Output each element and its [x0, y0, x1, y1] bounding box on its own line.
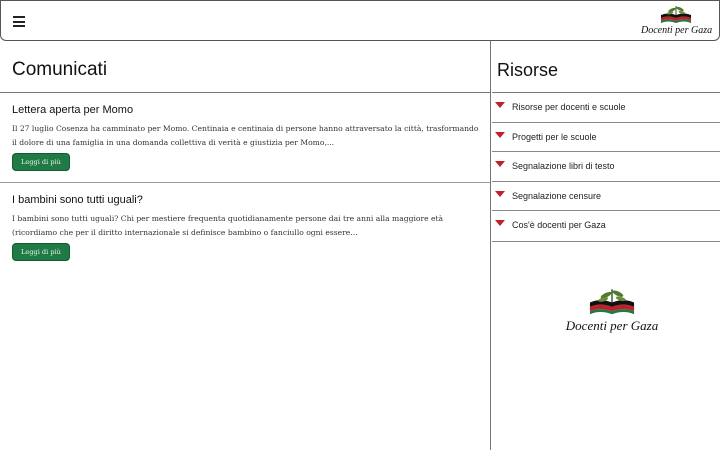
sidebar-item-label: Cos'è docenti per Gaza [512, 220, 606, 230]
post-item [0, 183, 490, 273]
caret-down-icon [495, 220, 505, 226]
resources-list [492, 93, 720, 242]
read-more-button[interactable]: Leggi di più [12, 243, 70, 261]
post-title[interactable]: Lettera aperta per Momo [12, 104, 134, 116]
caret-down-icon [495, 161, 505, 167]
site-logo[interactable] [641, 4, 711, 40]
caret-down-icon [495, 132, 505, 138]
page-title: Comunicati [0, 41, 490, 93]
sidebar-title: Risorse [492, 41, 720, 93]
logo-text: Docenti per Gaza [565, 318, 659, 333]
sidebar-item-label: Risorse per docenti e scuole [512, 102, 626, 112]
post-excerpt: Il 27 luglio Cosenza ha camminato per Momo. Centinaia e centinaia di persone hanno attraversato la città, trasformando il dolore di una famiglia in una domanda collettiva di verità e giustizia per Momo,... [12, 124, 479, 147]
sidebar-item-label: Segnalazione libri di testo [512, 161, 615, 171]
sidebar-item-censure[interactable] [492, 182, 720, 212]
post-item [0, 93, 490, 183]
book-olive-logo-icon [659, 4, 693, 24]
sidebar-item-risorse[interactable] [492, 93, 720, 123]
main-content [0, 41, 491, 450]
sidebar-logo [552, 286, 672, 334]
sidebar-item-about[interactable] [492, 211, 720, 241]
post-title[interactable]: I bambini sono tutti uguali? [12, 194, 143, 206]
caret-down-icon [495, 102, 505, 108]
sidebar-item-label: Segnalazione censure [512, 190, 602, 201]
site-header [0, 0, 720, 41]
sidebar-item-label: Progetti per le scuole [512, 131, 597, 142]
sidebar-item-progetti[interactable] [492, 123, 720, 153]
read-more-button[interactable]: Leggi di più [12, 153, 70, 171]
post-excerpt: I bambini sono tutti uguali? Chi per mestiere frequenta quotidianamente persone dai tre anni alla maggiore età (ricordiamo che per il diritto internazionale si definisce bambino o fanciullo ogni essere... [12, 214, 444, 237]
resources-sidebar [492, 41, 720, 450]
caret-down-icon [495, 191, 505, 197]
logo-text: Docenti per Gaza [641, 25, 713, 36]
hamburger-icon[interactable] [13, 16, 25, 27]
book-olive-logo-icon [587, 286, 637, 316]
sidebar-item-libri[interactable] [492, 152, 720, 182]
